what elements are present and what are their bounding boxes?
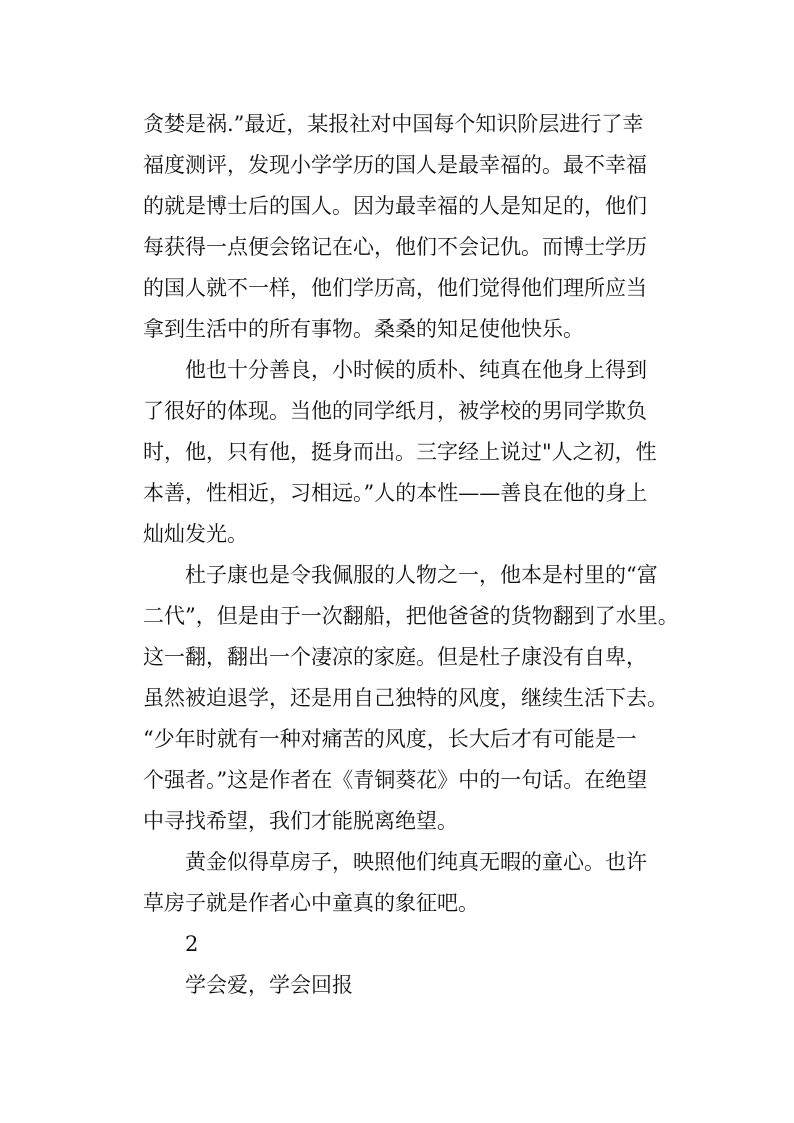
text-line: 每获得一点便会铭记在心，他们不会记仇。而博士学历: [143, 235, 647, 259]
text-line: 时，他，只有他，挺身而出。三字经上说过"人之初，性: [143, 440, 657, 464]
section-number: 2: [185, 932, 199, 956]
text-line: 虽然被迫退学，还是用自己独特的风度，继续生活下去。: [143, 686, 668, 710]
text-line: 中寻找希望，我们才能脱离绝望。: [143, 809, 458, 833]
text-line: 二代”，但是由于一次翻船，把他爸爸的货物翻到了水里。: [143, 604, 679, 628]
text-line: 草房子就是作者心中童真的象征吧。: [143, 891, 479, 915]
text-line: “少年时就有一种对痛苦的风度，长大后才有可能是一: [143, 727, 637, 751]
text-line: 拿到生活中的所有事物。桑桑的知足使他快乐。: [143, 317, 584, 341]
text-line: 这一翻，翻出一个凄凉的家庭。但是杜子康没有自卑，: [143, 645, 647, 669]
text-line: 本善，性相近，习相远。”人的本性——善良在他的身上: [143, 481, 648, 505]
paragraph-start-line: 黄金似得草房子，映照他们纯真无暇的童心。也许: [185, 850, 647, 874]
text-line: 了很好的体现。当他的同学纸月，被学校的男同学欺负: [143, 399, 647, 423]
text-line: 贪婪是祸.”最近，某报社对中国每个知识阶层进行了幸: [143, 112, 644, 136]
paragraph-start-line: 杜子康也是令我佩服的人物之一，他本是村里的“富: [185, 563, 658, 587]
text-line: 福度测评，发现小学学历的国人是最幸福的。最不幸福: [143, 153, 647, 177]
text-line: 的就是博士后的国人。因为最幸福的人是知足的，他们: [143, 194, 647, 218]
text-line: 灿灿发光。: [143, 522, 248, 546]
section-heading: 学会爱，学会回报: [185, 973, 353, 997]
paragraph-start-line: 他也十分善良，小时候的质朴、纯真在他身上得到: [185, 358, 647, 382]
text-line: 的国人就不一样，他们学历高，他们觉得他们理所应当: [143, 276, 647, 300]
text-line: 个强者。”这是作者在《青铜葵花》中的一句话。在绝望: [143, 768, 648, 792]
